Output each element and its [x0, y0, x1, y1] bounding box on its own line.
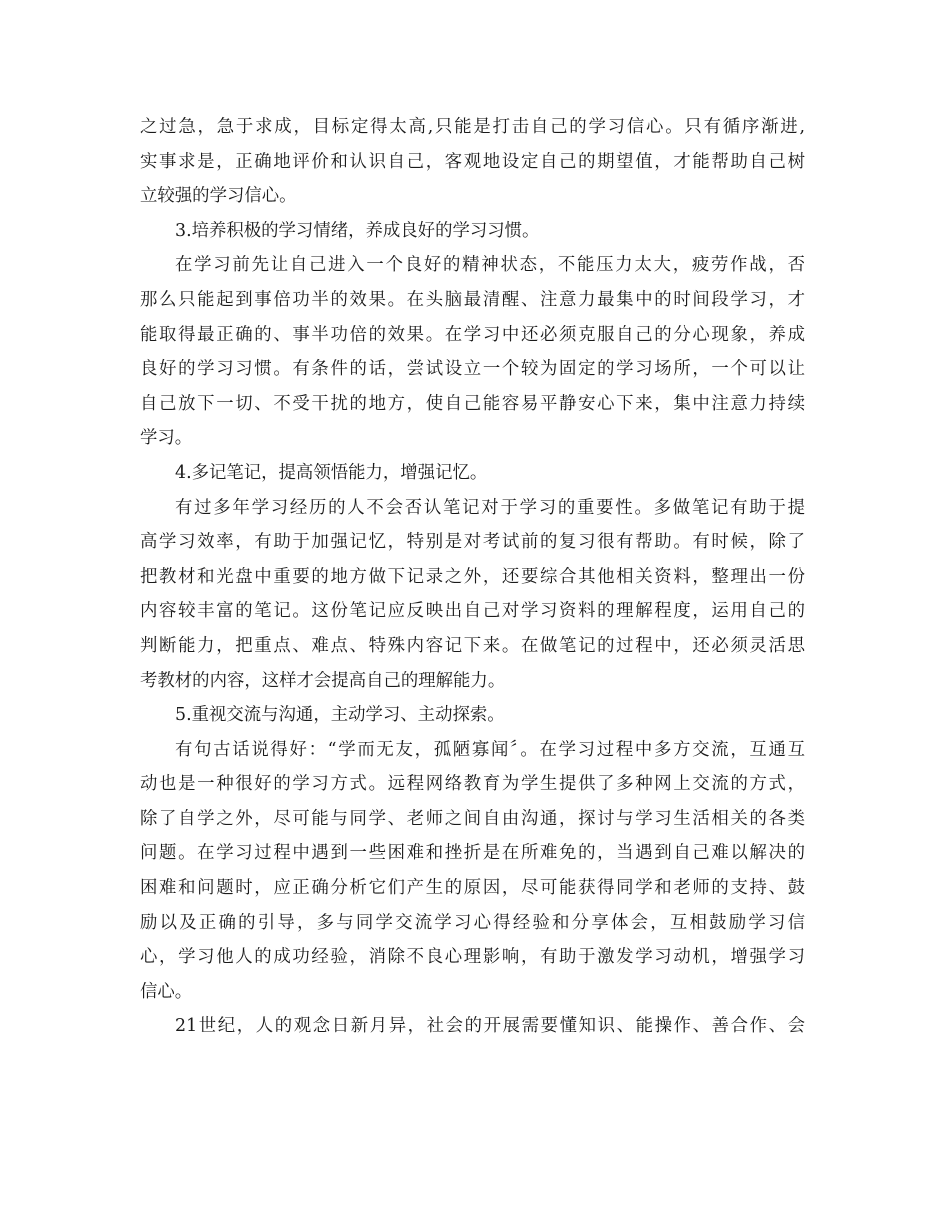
paragraph-line: 学习。	[140, 428, 193, 449]
paragraph-line: 有过多年学习经历的人不会否认笔记对于学习的重要性。多做笔记有助于提	[175, 497, 805, 518]
document-page	[140, 110, 805, 1044]
paragraph-line: 实事求是，正确地评价和认识自己，客观地设定自己的期望值，才能帮助自己树	[140, 151, 805, 172]
section-heading-5: 5.重视交流与沟通，主动学习、主动探索。	[175, 705, 505, 726]
paragraph-line: 那么只能起到事倍功半的效果。在头脑最清醒、注意力最集中的时间段学习，才	[140, 289, 805, 310]
paragraph-line: 在学习前先让自己进入一个良好的精神状态，不能压力太大，疲劳作战，否	[175, 255, 805, 276]
paragraph-line: 良好的学习习惯。有条件的话，尝试设立一个较为固定的学习场所，一个可以让	[140, 359, 805, 380]
paragraph-line: 判断能力，把重点、难点、特殊内容记下来。在做笔记的过程中，还必须灵活思	[140, 635, 805, 656]
section-heading-4: 4.多记笔记，提高领悟能力，增强记忆。	[175, 462, 488, 483]
paragraph-line: 能取得最正确的、事半功倍的效果。在学习中还必须克服自己的分心现象，养成	[140, 324, 805, 345]
paragraph-line: 心，学习他人的成功经验，消除不良心理影响，有助于激发学习动机，增强学习	[140, 947, 805, 968]
paragraph-line: 立较强的学习信心。	[140, 186, 297, 207]
paragraph-line: 内容较丰富的笔记。这份笔记应反映出自己对学习资料的理解程度，运用自己的	[140, 601, 805, 622]
paragraph-line: 把教材和光盘中重要的地方做下记录之外，还要综合其他相关资料，整理出一份	[140, 566, 805, 587]
paragraph-line: 信心。	[140, 981, 193, 1002]
paragraph-line: 励以及正确的引导，多与同学交流学习心得经验和分享体会，互相鼓励学习信	[140, 912, 805, 933]
paragraph-line: 之过急，急于求成，目标定得太高,只能是打击自己的学习信心。只有循序渐进,	[140, 117, 805, 137]
paragraph-line: 除了自学之外，尽可能与同学、老师之间自由沟通，探讨与学习生活相关的各类	[140, 808, 805, 829]
paragraph-line: 困难和问题时，应正确分析它们产生的原因，尽可能获得同学和老师的支持、鼓	[140, 878, 805, 899]
section-heading-3: 3.培养积极的学习情绪，养成良好的学习习惯。	[175, 220, 540, 241]
paragraph-line: 21世纪，人的观念日新月异，社会的开展需要懂知识、能操作、善合作、会	[175, 1016, 805, 1037]
paragraph-line: 高学习效率，有助于加强记忆，特别是对考试前的复习很有帮助。有时候，除了	[140, 532, 805, 553]
paragraph-line: 考教材的内容，这样才会提高自己的理解能力。	[140, 670, 506, 691]
paragraph-line: 问题。在学习过程中遇到一些困难和挫折是在所难免的，当遇到自己难以解决的	[140, 843, 805, 864]
paragraph-line: 动也是一种很好的学习方式。远程网络教育为学生提供了多种网上交流的方式，	[140, 774, 805, 795]
paragraph-line: 自己放下一切、不受干扰的地方，使自己能容易平静安心下来，集中注意力持续	[140, 393, 805, 414]
paragraph-line: 有句古话说得好：“学而无友，孤陋寡闻〞。在学习过程中多方交流，互通互	[175, 739, 805, 760]
